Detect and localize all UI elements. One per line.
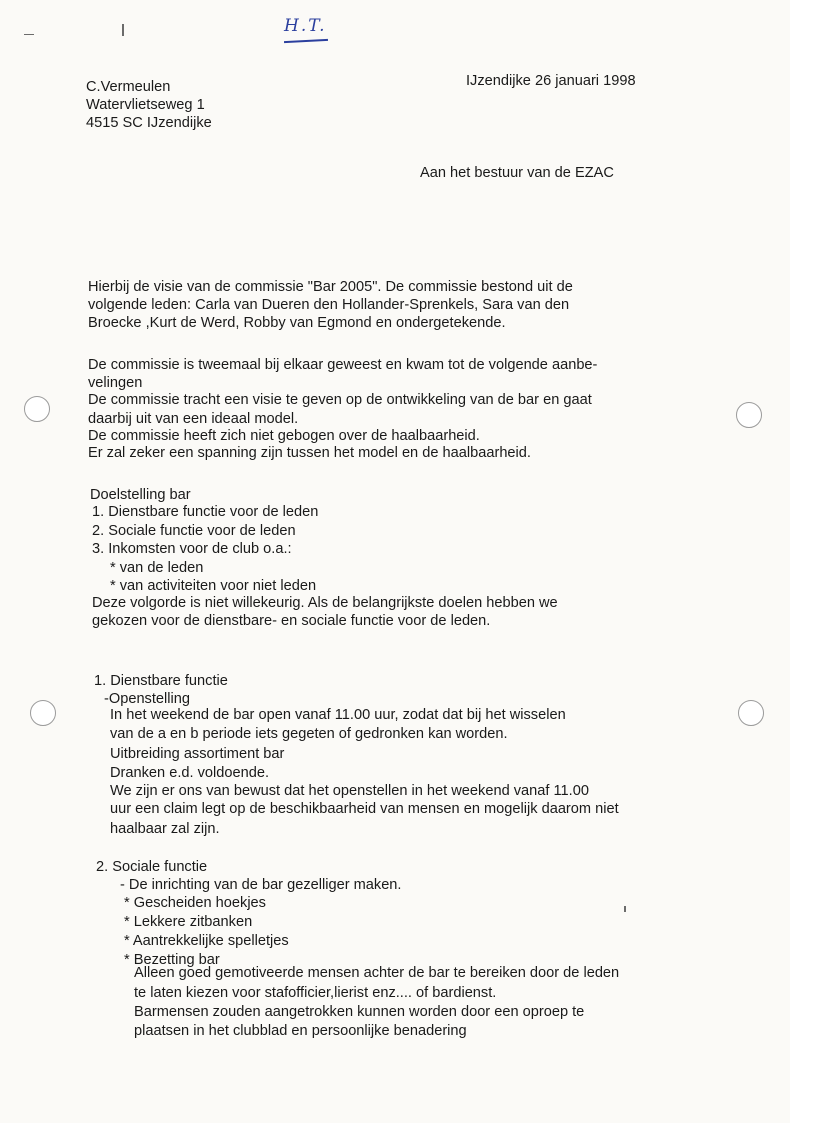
punch-hole	[738, 700, 764, 726]
section2-line: Barmensen zouden aangetrokken kunnen worden door een oproep te	[134, 1004, 585, 1020]
section2-line: plaatsen in het clubblad en persoonlijke benadering	[134, 1023, 467, 1039]
goal-item: 1. Dienstbare functie voor de leden	[92, 504, 319, 520]
section1-subheading: -Openstelling	[104, 691, 190, 707]
section2-subheading: - De inrichting van de bar gezelliger maken.	[120, 877, 402, 893]
scan-speck	[24, 34, 34, 35]
section1-line: In het weekend de bar open vanaf 11.00 uur, zodat dat bij het wisselen	[110, 707, 566, 723]
sender-street: Watervlietseweg 1	[86, 97, 205, 113]
section1-heading: 1. Dienstbare functie	[94, 673, 228, 689]
intro-line: Hierbij de visie van de commissie "Bar 2005". De commissie bestond uit de	[88, 279, 573, 295]
meetings-line: daarbij uit van een ideaal model.	[88, 411, 299, 427]
meetings-line: Er zal zeker een spanning zijn tussen het model en de haalbaarheid.	[88, 445, 531, 461]
scan-speck	[624, 906, 626, 912]
section1-line: Uitbreiding assortiment bar	[110, 746, 285, 762]
sender-city: 4515 SC IJzendijke	[86, 115, 212, 131]
section1-line: Dranken e.d. voldoende.	[110, 765, 270, 781]
section1-line: haalbaar zal zijn.	[110, 821, 220, 837]
intro-line: volgende leden: Carla van Dueren den Hollander-Sprenkels, Sara van den	[88, 297, 570, 313]
goal-sub-item: * van de leden	[110, 560, 204, 576]
section2-bullet: * Lekkere zitbanken	[124, 914, 253, 930]
annotation-underline	[284, 39, 328, 43]
goal-item: 3. Inkomsten voor de club o.a.:	[92, 541, 292, 557]
intro-line: Broecke ,Kurt de Werd, Robby van Egmond en ondergetekende.	[88, 315, 506, 331]
sender-name: C.Vermeulen	[86, 79, 171, 95]
section2-heading: 2. Sociale functie	[96, 859, 208, 875]
goals-note: Deze volgorde is niet willekeurig. Als de belangrijkste doelen hebben we	[92, 595, 558, 611]
handwritten-annotation: H.T.	[284, 16, 327, 36]
punch-hole	[24, 396, 50, 422]
meetings-line: De commissie is tweemaal bij elkaar geweest en kwam tot de volgende aanbe-	[88, 357, 598, 373]
section1-line: van de a en b periode iets gegeten of gedronken kan worden.	[110, 726, 508, 742]
meetings-line: velingen	[88, 375, 143, 391]
goals-note: gekozen voor de dienstbare- en sociale functie voor de leden.	[92, 613, 491, 629]
meetings-line: De commissie tracht een visie te geven op de ontwikkeling van de bar en gaat	[88, 392, 592, 408]
section2-bullet: * Bezetting bar	[124, 952, 220, 968]
section2-line: te laten kiezen voor stafofficier,lierist enz.... of bardienst.	[134, 985, 497, 1001]
section1-line: We zijn er ons van bewust dat het openstellen in het weekend vanaf 11.00	[110, 783, 589, 799]
punch-hole	[30, 700, 56, 726]
goal-sub-item: * van activiteiten voor niet leden	[110, 578, 317, 594]
punch-hole	[736, 402, 762, 428]
section2-line: Alleen goed gemotiveerde mensen achter de bar te bereiken door de leden	[134, 965, 620, 981]
section1-line: uur een claim legt op de beschikbaarheid van mensen en mogelijk daarom niet	[110, 801, 619, 817]
section2-bullet: * Aantrekkelijke spelletjes	[124, 933, 289, 949]
scan-speck	[122, 24, 124, 36]
goals-heading: Doelstelling bar	[90, 487, 191, 503]
scan-border	[790, 0, 816, 1123]
recipient-line: Aan het bestuur van de EZAC	[420, 165, 614, 181]
meetings-line: De commissie heeft zich niet gebogen over de haalbaarheid.	[88, 428, 480, 444]
goal-item: 2. Sociale functie voor de leden	[92, 523, 296, 539]
letter-date: IJzendijke 26 januari 1998	[466, 73, 636, 89]
section2-bullet: * Gescheiden hoekjes	[124, 895, 266, 911]
